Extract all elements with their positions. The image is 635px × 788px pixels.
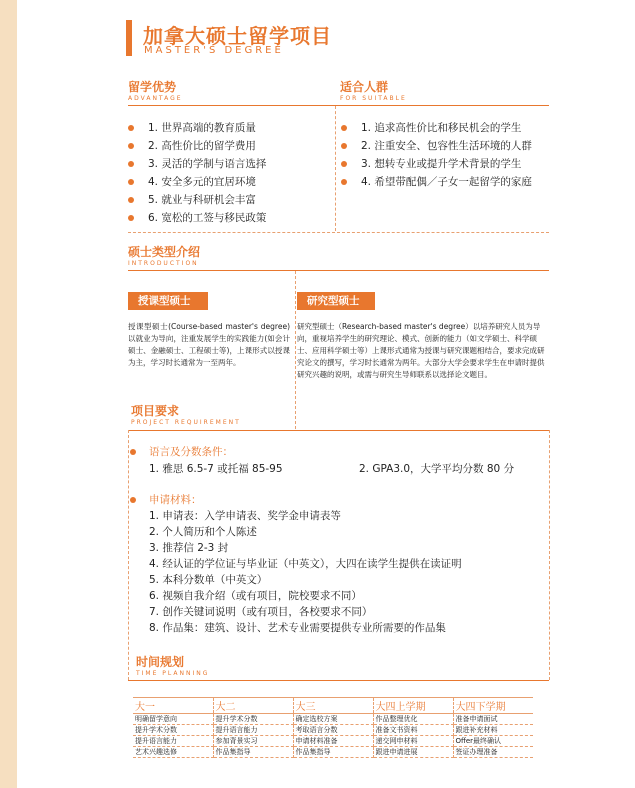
table-cell: 明确留学意向 bbox=[133, 714, 213, 725]
requirements-title: 项目要求 bbox=[131, 404, 180, 418]
table-cell: 签证办理准备 bbox=[453, 747, 533, 758]
table-row bbox=[133, 747, 533, 758]
list-item: 1. 申请表：入学申请表、奖学金申请表等 bbox=[149, 510, 341, 522]
left-decor-strip bbox=[0, 0, 17, 788]
timeline-title: 时间规划 bbox=[136, 655, 185, 669]
bullet-icon bbox=[341, 125, 347, 131]
course-degree-desc: 授课型硕士(Course-based master's degree)以就业为导向，注重发展学生的实践能力(如会计硕士、金融硕士、工程硕士等)，上课形式以授课为主，学习时长通常为一至两年。 bbox=[128, 322, 290, 367]
materials-heading: 申请材料： bbox=[149, 494, 202, 506]
timeline-subtitle: TIME PLANNING bbox=[136, 670, 210, 677]
table-header-row bbox=[133, 698, 533, 714]
bullet-icon bbox=[128, 215, 134, 221]
table-cell: 作品整理优化 bbox=[373, 714, 453, 725]
table-cell: 提升语言能力 bbox=[133, 736, 213, 747]
table-row bbox=[133, 725, 533, 736]
table-cell: 考取语言分数 bbox=[293, 725, 373, 736]
list-item: 1. 世界高端的教育质量 bbox=[128, 119, 266, 137]
requirements-right-border bbox=[549, 430, 550, 680]
advantage-subtitle: ADVANTAGE bbox=[128, 95, 183, 102]
table-cell: 提升学术分数 bbox=[133, 725, 213, 736]
advantage-list bbox=[128, 119, 266, 227]
table-cell: 准备文书资料 bbox=[373, 725, 453, 736]
list-item: 7. 创作关键词说明（或有项目，各校要求不同） bbox=[149, 606, 373, 618]
language-item-2: 2. GPA3.0，大学平均分数 80 分 bbox=[359, 463, 515, 475]
list-item: 5. 就业与科研机会丰富 bbox=[128, 191, 266, 209]
bullet-icon bbox=[341, 161, 347, 167]
list-item: 6. 宽松的工签与移民政策 bbox=[128, 209, 266, 227]
table-cell: 跟进申请进展 bbox=[373, 747, 453, 758]
research-degree-desc: 研究型硕士（Research-based master's degree）以培养研究人员为导向，重视培养学生的研究理论、模式、创新的能力（如文学硕士、科学硕士、应用科学硕士等）上课形式通常为授课与研究课题相结合，要求完成研究论文的撰写，学习时长通常为两年。大部分大学会要求学生在申请时提供研究兴趣的说明，或需与研究生导师联系以选择论文题目。 bbox=[297, 322, 545, 379]
table-cell: 准备申请面试 bbox=[453, 714, 533, 725]
table-cell: 艺术兴趣选修 bbox=[133, 747, 213, 758]
suitable-list bbox=[341, 119, 532, 191]
types-column-divider bbox=[295, 271, 296, 429]
table-cell: 申请材料准备 bbox=[293, 736, 373, 747]
list-item: 4. 希望带配偶／子女一起留学的家庭 bbox=[341, 173, 532, 191]
research-degree-tag: 研究型硕士 bbox=[297, 292, 375, 310]
bullet-icon bbox=[128, 125, 134, 131]
table-cell: 递交网申材料 bbox=[373, 736, 453, 747]
list-item: 3. 想转专业或提升学术背景的学生 bbox=[341, 155, 532, 173]
suitable-title: 适合人群 bbox=[340, 80, 389, 94]
table-cell: 提升学术分数 bbox=[213, 714, 293, 725]
advantage-divider bbox=[128, 105, 549, 106]
table-header-cell: 大四上学期 bbox=[373, 698, 453, 714]
table-row bbox=[133, 714, 533, 725]
table-header-cell: 大一 bbox=[133, 698, 213, 714]
language-item-1: 1. 雅思 6.5-7 或托福 85-95 bbox=[149, 463, 283, 475]
page-subtitle: MASTER'S DEGREE bbox=[144, 45, 284, 56]
table-cell: 作品集指导 bbox=[293, 747, 373, 758]
requirements-divider bbox=[128, 430, 549, 431]
timeline-divider bbox=[128, 680, 549, 681]
timeline-table bbox=[133, 697, 533, 758]
materials-list bbox=[149, 508, 462, 636]
advantage-column-divider bbox=[335, 106, 336, 231]
list-item: 2. 注重安全、包容性生活环境的人群 bbox=[341, 137, 532, 155]
language-heading: 语言及分数条件： bbox=[149, 446, 233, 458]
bullet-icon bbox=[128, 179, 134, 185]
table-header-cell: 大三 bbox=[293, 698, 373, 714]
types-top-divider bbox=[128, 232, 549, 233]
list-item: 2. 高性价比的留学费用 bbox=[128, 137, 266, 155]
course-degree-tag: 授课型硕士 bbox=[128, 292, 208, 310]
page-title: 加拿大硕士留学项目 bbox=[143, 24, 332, 48]
list-item: 3. 推荐信 2-3 封 bbox=[149, 542, 229, 554]
bullet-icon bbox=[128, 161, 134, 167]
table-header-cell: 大四下学期 bbox=[453, 698, 533, 714]
list-item: 3. 灵活的学制与语言选择 bbox=[128, 155, 266, 173]
table-row bbox=[133, 736, 533, 747]
suitable-subtitle: FOR SUITABLE bbox=[340, 95, 407, 102]
requirements-left-border bbox=[128, 430, 129, 680]
table-cell: Offer最终确认 bbox=[453, 736, 533, 747]
list-item: 1. 追求高性价比和移民机会的学生 bbox=[341, 119, 532, 137]
bullet-icon bbox=[341, 179, 347, 185]
list-item: 6. 视频自我介绍（或有项目，院校要求不同） bbox=[149, 590, 362, 602]
bullet-icon bbox=[130, 497, 136, 503]
table-cell: 跟进补充材料 bbox=[453, 725, 533, 736]
list-item: 2. 个人简历和个人陈述 bbox=[149, 526, 257, 538]
table-header-cell: 大二 bbox=[213, 698, 293, 714]
bullet-icon bbox=[341, 143, 347, 149]
bullet-icon bbox=[128, 197, 134, 203]
types-subtitle: INTRODUCTION bbox=[128, 260, 199, 267]
title-accent-bar bbox=[126, 20, 132, 56]
list-item: 4. 安全多元的宜居环境 bbox=[128, 173, 266, 191]
table-cell: 参加背景实习 bbox=[213, 736, 293, 747]
table-cell: 提升语言能力 bbox=[213, 725, 293, 736]
list-item: 4. 经认证的学位证与毕业证（中英文），大四在读学生提供在读证明 bbox=[149, 558, 462, 570]
bullet-icon bbox=[130, 449, 136, 455]
table-cell: 确定选校方案 bbox=[293, 714, 373, 725]
requirements-subtitle: PROJECT REQUIREMENT bbox=[131, 419, 241, 426]
types-divider bbox=[128, 270, 549, 271]
types-title: 硕士类型介绍 bbox=[128, 245, 201, 259]
table-cell: 作品集指导 bbox=[213, 747, 293, 758]
list-item: 8. 作品集：建筑、设计、艺术专业需要提供专业所需要的作品集 bbox=[149, 622, 446, 634]
bullet-icon bbox=[128, 143, 134, 149]
list-item: 5. 本科分数单（中英文） bbox=[149, 574, 268, 586]
advantage-title: 留学优势 bbox=[128, 80, 177, 94]
